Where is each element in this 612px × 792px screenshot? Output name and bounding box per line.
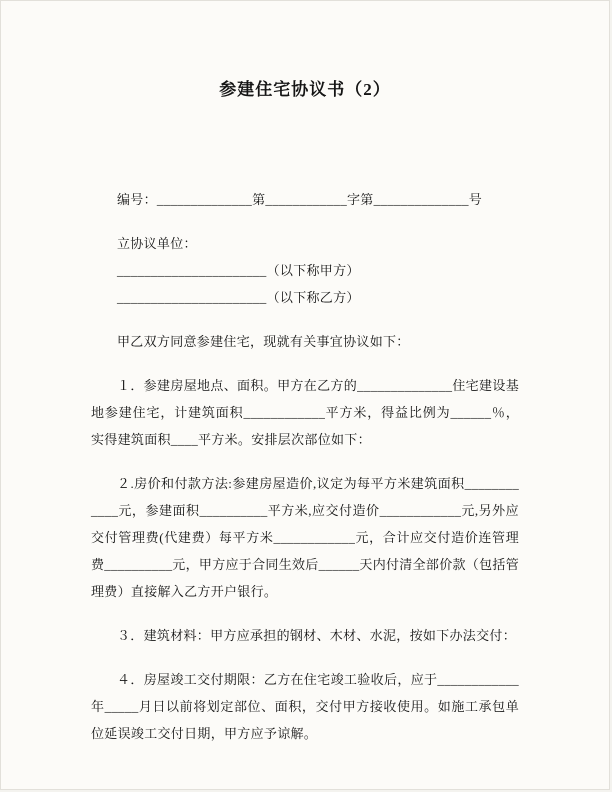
document-number-line: 编号：______________第____________字第______________号 [117,192,483,207]
intro-paragraph: 甲乙双方同意参建住宅，现就有关事宜协议如下： [117,334,410,349]
document-title: 参建住宅协议书（2） [219,80,391,99]
clause-1-location-area: １．参建房屋地点、面积。甲方在乙方的______________住宅建设基地参建住宅，计建筑面积____________平方米，得益比例为______％，实得建筑面积____平方米。安排层次部位如下： [91,378,519,447]
party-b-blank-line: ______________________（以下称乙方） [117,290,360,305]
party-section-label: 立协议单位： [117,236,197,251]
clause-4-completion-delivery: ４．房屋竣工交付期限：乙方在住宅竣工验收后，应于____________年_____月日以前将划定部位、面积，交付甲方接收使用。如施工承包单位延误竣工交付日期，甲方应予谅解。 [91,672,519,741]
document-body [91,186,519,747]
clause-2-price-payment: ２.房价和付款方法:参建房屋造价,议定为每平方米建筑面积____________元，参建面积__________平方米,应交付造价____________元,另外应交付管理费(代建费）每平方米____________元，合计应交付造价连管理费__________元，甲方应于合同生效后______天内付清全部价款（包括管理费）直接解入乙方开户银行。 [91,476,519,599]
clause-3-materials: ３．建筑材料：甲方应承担的钢材、木材、水泥，按如下办法交付： [117,628,517,643]
party-a-blank-line: ______________________（以下称甲方） [117,263,360,278]
